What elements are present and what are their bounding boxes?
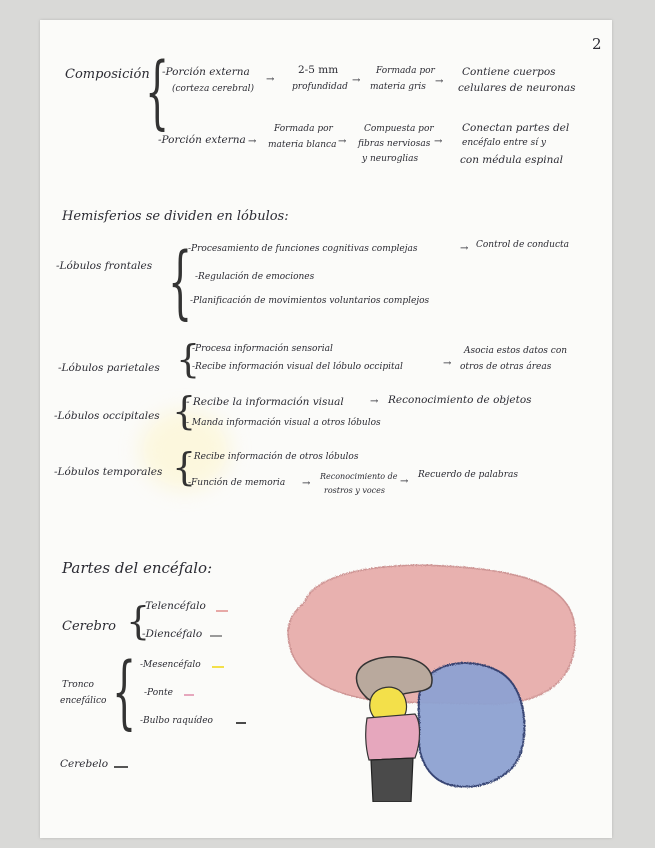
temporales-brace: { xyxy=(172,445,197,489)
parietales-result-2: otros de otras áreas xyxy=(460,362,552,372)
row2-c1: Compuesta por xyxy=(364,124,434,134)
arrow-icon: → xyxy=(266,74,275,85)
mesencefalo-color-mark xyxy=(212,666,224,668)
ponte-label: -Ponte xyxy=(144,688,173,698)
frontales-item-1: -Procesamiento de funciones cognitivas complejas xyxy=(188,244,418,254)
telencefalo-color-mark xyxy=(216,610,228,612)
temporales-item-2b2: rostros y voces xyxy=(324,486,385,495)
row2-d1: Conectan partes del xyxy=(462,122,570,134)
arrow-icon: → xyxy=(338,136,347,147)
temporales-item-2b1: Reconocimiento de xyxy=(320,472,398,481)
brain-drawing xyxy=(275,562,595,802)
cerebro-label: Cerebro xyxy=(62,619,116,634)
frontales-item-3: -Planificación de movimientos voluntarios complejos xyxy=(190,296,430,306)
diencefalo-label: -Diencéfalo xyxy=(142,628,203,640)
frontales-item-2: -Regulación de emociones xyxy=(195,272,315,282)
parietales-item-2: -Recibe información visual del lóbulo occipital xyxy=(192,362,403,372)
bulbo-color-mark xyxy=(236,722,246,724)
arrow-icon: → xyxy=(370,396,379,407)
arrow-icon: → xyxy=(434,136,443,147)
row1-b2: profundidad xyxy=(292,82,348,92)
arrow-icon: → xyxy=(352,75,361,86)
frontales-item-1b: Control de conducta xyxy=(476,240,569,250)
mesencefalo-label: -Mesencéfalo xyxy=(140,660,201,670)
hemisferios-title: Hemisferios se dividen en lóbulos: xyxy=(62,209,289,224)
parietales-item-1: -Procesa información sensorial xyxy=(192,344,333,354)
arrow-icon: → xyxy=(248,136,257,147)
occipitales-item-2: - Manda información visual a otros lóbulos xyxy=(186,418,381,428)
row2-a1: -Porción externa xyxy=(158,134,246,146)
row1-d2: celulares de neuronas xyxy=(458,82,576,94)
row1-a1: -Porción externa xyxy=(162,66,250,78)
row2-d3: con médula espinal xyxy=(460,154,563,166)
row2-c3: y neuroglias xyxy=(362,154,419,164)
arrow-icon: → xyxy=(435,76,444,87)
composicion-brace: { xyxy=(145,45,170,139)
parietales-label: -Lóbulos parietales xyxy=(58,362,160,374)
row1-d1: Contiene cuerpos xyxy=(462,66,556,78)
temporales-item-2: -Función de memoria xyxy=(188,478,286,488)
frontales-label: -Lóbulos frontales xyxy=(56,260,153,272)
tronco-label-2: encefálico xyxy=(60,696,107,706)
partes-title: Partes del encéfalo: xyxy=(62,559,213,577)
temporales-item-1: - Recibe información de otros lóbulos xyxy=(188,452,359,462)
bulbo-label: -Bulbo raquídeo xyxy=(140,716,213,726)
row2-c2: fibras nerviosas xyxy=(358,139,431,149)
ponte-shape xyxy=(366,714,420,760)
diencefalo-color-mark xyxy=(210,635,222,637)
cerebro-brace: { xyxy=(126,599,151,643)
arrow-icon: → xyxy=(400,476,409,487)
occipitales-label: -Lóbulos occipitales xyxy=(54,410,160,422)
row1-a2: (corteza cerebral) xyxy=(172,84,254,94)
row1-c2: materia gris xyxy=(370,82,426,92)
cerebelo-color-mark xyxy=(114,766,128,768)
ponte-color-mark xyxy=(184,694,194,696)
parietales-brace: { xyxy=(176,337,201,381)
tronco-brace: { xyxy=(112,645,137,739)
occipitales-item-1: - Recibe la información visual xyxy=(186,396,344,408)
arrow-icon: → xyxy=(302,478,311,489)
row2-b2: materia blanca xyxy=(268,140,337,150)
parietales-result-1: Asocia estos datos con xyxy=(464,346,568,356)
tronco-label-1: Tronco xyxy=(62,680,94,690)
notebook-page xyxy=(40,20,612,838)
bulbo-shape xyxy=(371,758,413,802)
cerebelo-shape xyxy=(419,663,525,787)
temporales-item-2c: Recuerdo de palabras xyxy=(418,470,518,480)
row1-b1: 2-5 mm xyxy=(298,64,339,76)
frontales-brace: { xyxy=(168,235,193,329)
page-number: 2 xyxy=(592,35,602,53)
arrow-icon: → xyxy=(460,243,469,254)
row2-b1: Formada por xyxy=(274,124,333,134)
occipitales-item-1b: Reconocimiento de objetos xyxy=(388,394,532,406)
row1-c1: Formada por xyxy=(376,66,435,76)
occipitales-brace: { xyxy=(172,389,197,433)
telencefalo-label: -Telencéfalo xyxy=(142,600,206,612)
composicion-title: Composición xyxy=(65,67,150,82)
row2-d2: encéfalo entre sí y xyxy=(462,138,547,148)
temporales-label: -Lóbulos temporales xyxy=(54,466,163,478)
arrow-icon: → xyxy=(443,358,452,369)
cerebelo-label: Cerebelo xyxy=(60,758,109,770)
